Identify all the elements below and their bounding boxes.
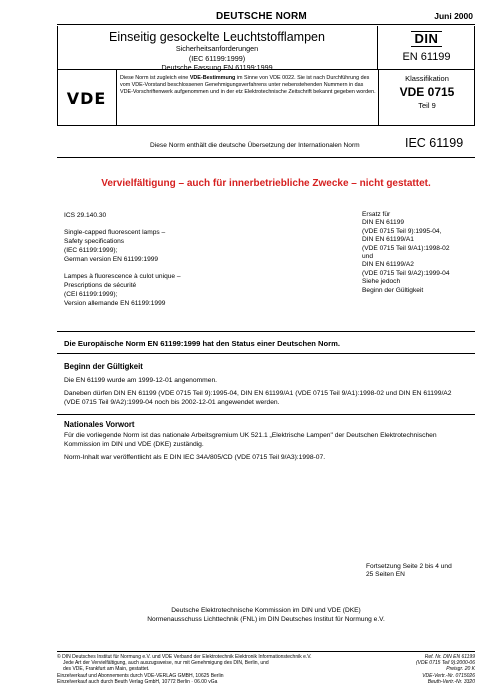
title-translations bbox=[64, 211, 264, 316]
german-version: Deutsche Fassung EN 61199:1999 bbox=[161, 63, 273, 73]
french-title-line: Version allemande EN 61199:1999 bbox=[64, 300, 166, 307]
footer-reference bbox=[380, 654, 475, 685]
standard-type: DEUTSCHE NORM bbox=[216, 11, 307, 22]
footer-line: des VDE, Frankfurt am Main, gestattet. bbox=[63, 666, 150, 673]
footer-rule bbox=[57, 651, 475, 652]
iec-reference: (IEC 61199:1999) bbox=[188, 53, 246, 63]
replacement-line: Siehe jedoch bbox=[362, 278, 401, 286]
classification-label: Klassifikation bbox=[405, 74, 449, 83]
ics-code: ICS 29.140.30 bbox=[64, 212, 107, 219]
footer-ref-line: Beuth-Vertr.-Nr. 3320 bbox=[427, 678, 475, 685]
din-cell bbox=[378, 26, 475, 70]
validity-heading: Beginn der Gültigkeit bbox=[64, 362, 143, 371]
foreword-paragraph: Norm-Inhalt war veröffentlicht als E DIN IEC 34A/805/CD (VDE 0715 Teil 9/A3):1998-07. bbox=[64, 454, 326, 461]
vde-logo-cell bbox=[57, 70, 117, 126]
continuation-line: Fortsetzung Seite 2 bis 4 und bbox=[366, 563, 452, 570]
din-logo: DIN bbox=[411, 31, 443, 47]
french-title bbox=[64, 272, 264, 308]
section-rule bbox=[57, 331, 475, 332]
french-title-line: (CEI 61199:1999); bbox=[64, 291, 118, 298]
section-rule bbox=[57, 414, 475, 415]
committee-info bbox=[57, 606, 475, 624]
title-cell bbox=[57, 26, 378, 73]
french-title-line: Prescriptions de sécurité bbox=[64, 282, 137, 289]
replacement-line: DIN EN 61199/A1 bbox=[362, 236, 414, 244]
classification-value: VDE 0715 bbox=[399, 85, 455, 99]
foreword-paragraph: Für die vorliegende Norm ist das nationale Arbeitsgremium UK 521.1 „Elektrische Lampen" der Deutschen Elektrotechnischen Kommission im DIN und VDE (DKE) zuständig. bbox=[64, 432, 437, 449]
replacement-line: und bbox=[362, 253, 374, 261]
english-title-line: Safety specifications bbox=[64, 238, 125, 245]
replacement-line: DIN EN 61199/A2 bbox=[362, 261, 414, 269]
replacement-line: Ersatz für bbox=[362, 211, 391, 218]
din-number: EN 61199 bbox=[402, 51, 451, 63]
vde-logo: VDE bbox=[66, 88, 107, 108]
translation-note: Diese Norm enthält die deutsche Übersetzung der Internationalen Norm bbox=[150, 142, 360, 149]
footer-line: © DIN Deutsches Institut für Normung e.V. und VDE Verband der Elektrotechnik Elektronik Informationstechnik e.V. bbox=[57, 654, 312, 660]
copy-warning: Vervielfältigung – auch für innerbetriebliche Zwecke – nicht gestattet. bbox=[101, 178, 431, 189]
classification-cell bbox=[378, 70, 475, 126]
section-rule bbox=[57, 157, 475, 158]
english-title-line: (IEC 61199:1999); bbox=[64, 247, 118, 254]
foreword-heading: Nationales Vorwort bbox=[64, 420, 135, 429]
replacement-line: (VDE 0715 Teil 9):1995-04, bbox=[362, 227, 442, 235]
vde-notice-bold: VDE-Bestimmung bbox=[189, 75, 236, 81]
replacement-line: DIN EN 61199 bbox=[362, 219, 405, 227]
footer-line: Jede Art der Vervielfältigung, auch auszugsweise, nur mit Genehmigung des DIN, Berlin, und bbox=[63, 660, 269, 667]
footer-line: Einzelverkauf auch durch Beuth Verlag GmbH, 10772 Berlin · 06.00 vGa bbox=[57, 678, 218, 685]
vde-notice-part1: Diese Norm ist zugleich eine bbox=[120, 75, 190, 81]
english-title bbox=[64, 228, 264, 264]
footer-line: Einzelverkauf und Abonnements durch VDE-VERLAG GMBH, 10625 Berlin bbox=[57, 672, 224, 679]
classification-part: Teil 9 bbox=[418, 101, 436, 110]
replacement-line: (VDE 0715 Teil 9/A1):1998-02 bbox=[362, 244, 450, 252]
publication-date: Juni 2000 bbox=[434, 11, 473, 21]
document-subtitle: Sicherheitsanforderungen bbox=[175, 44, 259, 53]
validity-paragraph: Daneben dürfen DIN EN 61199 (VDE 0715 Teil 9):1995-04, DIN EN 61199/A1 (VDE 0715 Teil 9/A1):1998-02 und DIN EN 61199/A2 (VDE 0715 Teil 9/A2):1999-04 noch bis 2002-12-01 angewendet werden. bbox=[64, 390, 452, 407]
english-title-line: Single-capped fluorescent lamps – bbox=[64, 229, 166, 236]
continuation-line: 25 Seiten EN bbox=[366, 571, 405, 579]
translation-iec: IEC 61199 bbox=[405, 136, 464, 150]
top-rule bbox=[57, 24, 475, 25]
continuation-note bbox=[366, 563, 486, 580]
english-title-line: German version EN 61199:1999 bbox=[64, 256, 159, 263]
vde-notice-part2: im Sinne von VDE 0022. Sie ist nach Durchführung des vom VDE-Vorstand beschlossenen Genehmigungsverfahrens unter nebenstehenden Nummern in das VDE-Vorschriftenwerk aufgenommen und in der etz Elektrotechnische Zeitschrift bekannt gegeben worden. bbox=[120, 75, 376, 95]
footer-ref-line: VDE-Vertr.-Nr. 0715026 bbox=[422, 672, 475, 679]
replacement-info bbox=[362, 211, 492, 295]
vde-notice bbox=[120, 75, 376, 96]
footer-ref-line: Preisgr. 20 K bbox=[446, 666, 475, 673]
document-title: Einseitig gesockelte Leuchtstofflampen bbox=[109, 30, 325, 44]
replacement-line: (VDE 0715 Teil 9/A2):1999-04 bbox=[362, 269, 450, 277]
french-title-line: Lampes à fluorescence à culot unique – bbox=[64, 273, 181, 280]
section-rule bbox=[57, 353, 475, 354]
committee-line: Deutsche Elektrotechnische Kommission im DIN und VDE (DKE) bbox=[171, 607, 361, 614]
committee-line: Normenausschuss Lichttechnik (FNL) im DIN Deutsches Institut für Normung e.V. bbox=[147, 616, 385, 623]
replacement-line: Beginn der Gültigkeit bbox=[362, 286, 424, 294]
footer-ref-line: Ref. Nr. DIN EN 61199 bbox=[424, 654, 475, 660]
footer-copyright bbox=[57, 654, 372, 685]
status-statement: Die Europäische Norm EN 61199:1999 hat den Status einer Deutschen Norm. bbox=[64, 339, 340, 348]
footer-ref-line: (VDE 0715 Teil 9):2000-06 bbox=[415, 660, 475, 667]
validity-paragraph: Die EN 61199 wurde am 1999-12-01 angenommen. bbox=[64, 377, 218, 384]
